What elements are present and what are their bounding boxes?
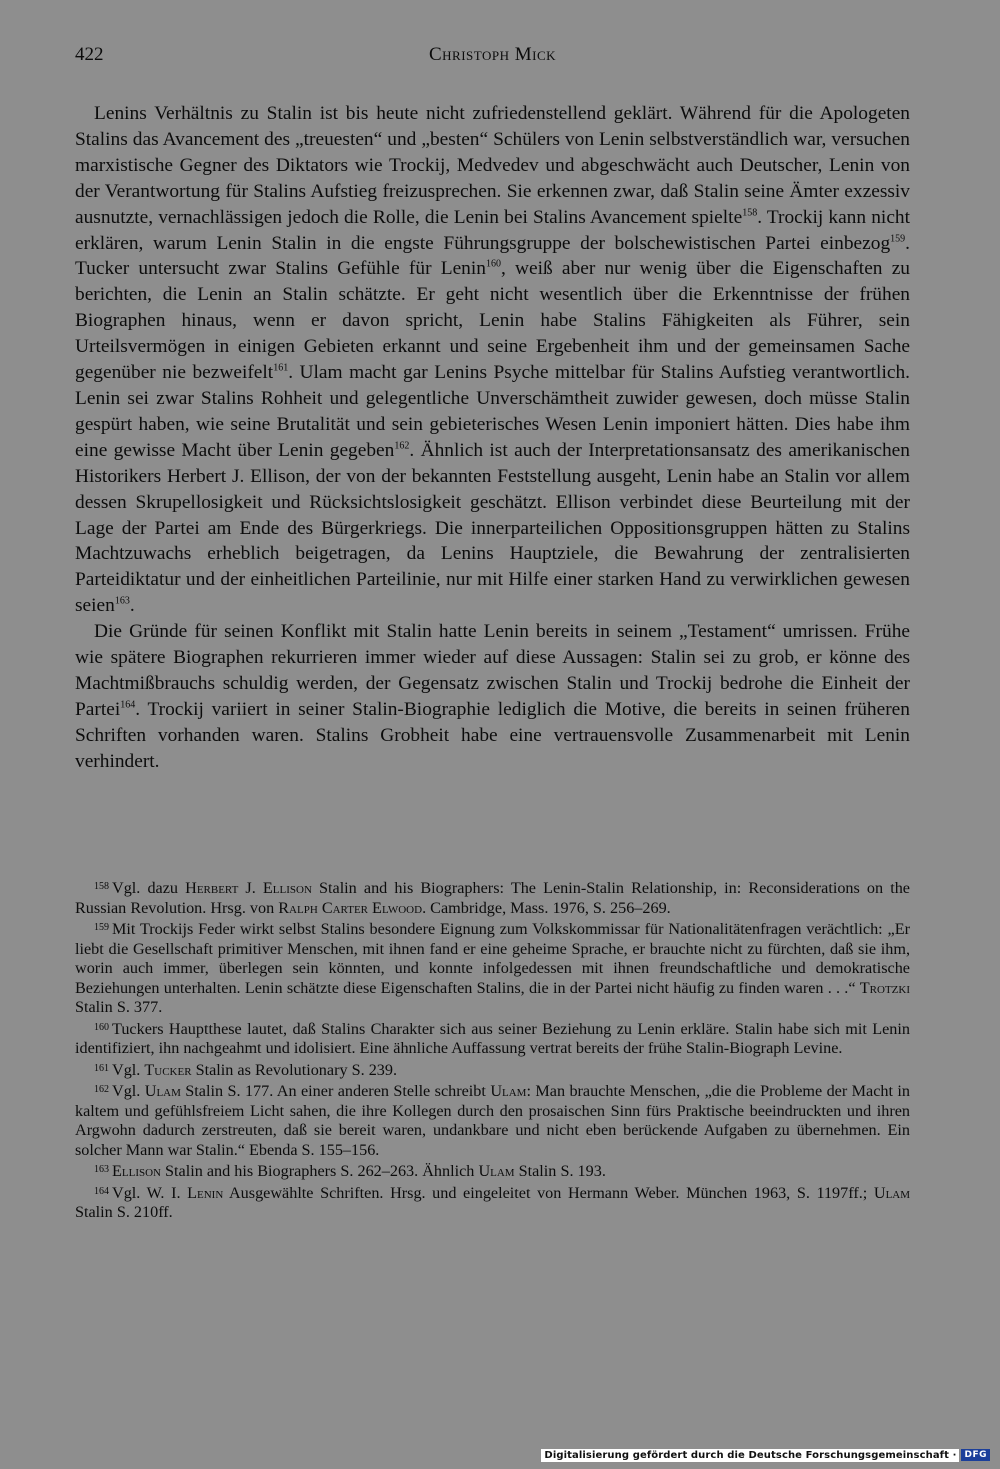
text-run: Die Gründe für seinen Konflikt mit Stalin hatte Lenin bereits in seinem „Testament“ umrissen. Frühe wie spätere Biographen rekurrieren immer wieder auf diese Aussagen: Stalin sei zu grob, er könne des Machtmißbrauchs schuldig werden, der Gegensatz zwischen Stalin und Trockij bedrohe die Einheit der Partei bbox=[75, 621, 910, 720]
footnote bbox=[75, 918, 910, 1018]
page-header bbox=[75, 44, 910, 72]
author-name: Ulam bbox=[144, 1082, 181, 1100]
footnote bbox=[75, 877, 910, 918]
text-run: Stalin as Revolutionary S. 239. bbox=[191, 1060, 398, 1079]
text-run: Vgl. bbox=[112, 1060, 145, 1079]
paragraph bbox=[75, 101, 910, 619]
text-run: Lenins Verhältnis zu Stalin ist bis heute nicht zufriedenstellend geklärt. Während für die Apologeten Stalins das Avancement des „treuesten“ und „besten“ Schülers von Lenin selbstverständlich war, versuchen marxistische Gegner des Diktators wie Trockij, Medvedev und abgeschwächt auch Deutscher, Lenin von der Verantwortung für Stalins Aufstieg freizusprechen. Sie erkennen zwar, daß Stalin seine Ämter exzessiv ausnutzte, vernachlässigen jedoch die Rolle, die Lenin bei Stalins Avancement spielte bbox=[75, 103, 910, 228]
text-run: Stalin and his Biographers S. 262–263. Ähnlich bbox=[161, 1162, 479, 1180]
running-head: Christoph Mick bbox=[428, 44, 557, 65]
dfg-logo-icon: DFG bbox=[961, 1449, 990, 1461]
author-name: Ulam bbox=[490, 1082, 527, 1100]
text-run: Stalin S. 177. An einer anderen Stelle schreibt bbox=[180, 1082, 491, 1100]
text-run: Ausgewählte Schriften. Hrsg. und eingeleitet von Hermann Weber. München 1963, S. 1197ff.; bbox=[223, 1183, 874, 1202]
footnote bbox=[75, 1059, 910, 1081]
text-run: Vgl. W. I. bbox=[112, 1183, 188, 1202]
text-run: . Ulam macht gar Lenins Psyche mittelbar für Stalins Aufstieg verantwortlich. Lenin sei zwar Stalins Rohheit und gelegentliche Unverschämtheit zuwider gewesen, doch müsse Stalin gespürt haben, wie seine Brutalität und sein gebieterisches Wesen Lenin imponiert hätten. Dies habe ihm eine gewisse Macht über Lenin gegeben bbox=[75, 362, 910, 461]
footnote bbox=[75, 1182, 910, 1223]
text-run: . bbox=[129, 595, 135, 617]
text-run: Tuckers Hauptthese lautet, daß Stalins Charakter sich aus seiner Beziehung zu Lenin erkläre. Stalin habe sich mit Lenin identifiziert, ihn nachgeahmt und idolisiert. Eine ähnliche Auffassung vertrat bereits der frühe Stalin-Biograph Levine. bbox=[75, 1019, 910, 1057]
footnote-ref: 160 bbox=[485, 258, 501, 270]
text-run: . Tucker untersucht zwar Stalins Gefühle für Lenin bbox=[75, 232, 910, 280]
page-number: 422 bbox=[75, 44, 104, 65]
footnote-ref: 162 bbox=[394, 440, 410, 452]
text-run: Stalin S. 210ff. bbox=[75, 1203, 173, 1221]
text-run: Vgl. bbox=[112, 1082, 145, 1100]
footnote bbox=[75, 1080, 910, 1160]
footer-credit: Digitalisierung gefördert durch die Deutsche Forschungsgemeinschaft · bbox=[541, 1449, 959, 1462]
text-run: Stalin and his Biographers: The Lenin-Stalin Relationship, in: Reconsiderations on the Russian Revolution. Hrsg. von bbox=[75, 879, 910, 917]
author-name: Herbert J. Ellison bbox=[185, 879, 312, 897]
paragraph bbox=[75, 619, 910, 774]
text-run: : Man brauchte Menschen, „die die Probleme der Macht in kaltem und gefühlsfreiem Licht sahen, die ihre Kollegen durch den prosaischen Sinn fürs Praktische beeindruckten und ihren Argwohn dadurch zerstreuten, daß sie bereit waren, undankbare und nicht eben berückende Aufgaben zu übernehmen. Ein solcher Mann war Stalin.“ Ebenda S. 155–156. bbox=[75, 1082, 911, 1159]
footnote-ref: 163 bbox=[114, 595, 130, 607]
author-name: Ralph Carter Elwood bbox=[278, 898, 423, 917]
text-run: Stalin S. 377. bbox=[75, 998, 163, 1016]
footnote bbox=[75, 1018, 910, 1059]
text-run: . Cambridge, Mass. 1976, S. 256–269. bbox=[422, 898, 671, 917]
footnote-ref: 158 bbox=[742, 207, 758, 219]
footnote-number: 163 bbox=[94, 1164, 109, 1175]
author-name: Tucker bbox=[144, 1060, 192, 1079]
footnote-number: 162 bbox=[94, 1084, 109, 1095]
digitization-footer bbox=[541, 1447, 990, 1463]
footnote bbox=[75, 1160, 910, 1182]
author-name: Ulam bbox=[873, 1183, 911, 1202]
author-name: Trotzki bbox=[859, 978, 910, 997]
footnote-ref: 161 bbox=[273, 362, 289, 374]
text-run: Vgl. dazu bbox=[112, 879, 186, 897]
author-name: Ulam bbox=[478, 1162, 515, 1180]
text-run: , weiß aber nur wenig über die Eigenschaften zu berichten, die Lenin an Stalin schätzte. Er geht nicht wesentlich über die Erkenntnisse der frühen Biographen hinaus, wenn er davon spricht, Lenin habe Stalins Fähigkeiten als Führer, sein Urteilsvermögen in einigen Gebieten erkannt und seine Ergebenheit ihm und der gemeinsamen Sache gegenüber nie bezweifelt bbox=[75, 258, 910, 384]
footnote-number: 158 bbox=[94, 881, 109, 892]
text-run: . Trockij kann nicht erklären, warum Lenin Stalin in die engste Führungsgruppe der bolschewistischen Partei einbezog bbox=[75, 206, 911, 254]
text-run: . Trockij variiert in seiner Stalin-Biographie lediglich die Motive, die bereits in seinen früheren Schriften vorhanden waren. Stalins Grobheit habe eine vertrauensvolle Zusammenarbeit mit Lenin verhindert. bbox=[75, 698, 910, 772]
footnote-number: 164 bbox=[94, 1185, 109, 1197]
footnote-ref: 159 bbox=[890, 233, 906, 245]
text-run: . Ähnlich ist auch der Interpretationsansatz des amerikanischen Historikers Herbert J. Ellison, der von der bekannten Feststellung ausgeht, Lenin habe an Stalin vor allem dessen Skrupellosigkeit und Rücksichtslosigkeit geschätzt. Ellison verbindet diese Beurteilung mit der Lage der Partei am Ende des Bürgerkriegs. Die innerparteilichen Oppositionsgruppen hätten zu Stalins Machtzuwachs erheblich beigetragen, da Lenins Hauptziele, die Bewahrung der zentralisierten Parteidiktatur und der einheitlichen Parteilinie, nur mit Hilfe einer starken Hand zu verwirklichen gewesen seien bbox=[75, 439, 910, 617]
body-text bbox=[75, 101, 910, 775]
author-name: Lenin bbox=[187, 1183, 224, 1202]
footnote-number: 159 bbox=[94, 922, 109, 933]
author-name: Ellison bbox=[112, 1162, 161, 1180]
footnotes bbox=[75, 877, 910, 1223]
text-run: Mit Trockijs Feder wirkt selbst Stalins besondere Eignung zum Volkskommissar für Nationalitätenfragen verächtlich: „Er liebt die Gesellschaft primitiver Menschen, mit ihnen fand er eine geheime Sprache, er brauchte nicht zu fürchten, daß sie ihm, worin auch immer, überlegen sein könnten, und konnte infolgedessen mit ihnen freundschaftliche und demokratische Beziehungen unterhalten. Lenin schätzte diese Eigenschaften Stalins, die in der Partei nicht häufig zu finden waren . . .“ bbox=[75, 920, 910, 997]
text-run: Stalin S. 193. bbox=[514, 1162, 606, 1180]
footnote-number: 160 bbox=[94, 1021, 109, 1033]
footnote-number: 161 bbox=[94, 1062, 109, 1074]
footnote-ref: 164 bbox=[120, 699, 136, 711]
